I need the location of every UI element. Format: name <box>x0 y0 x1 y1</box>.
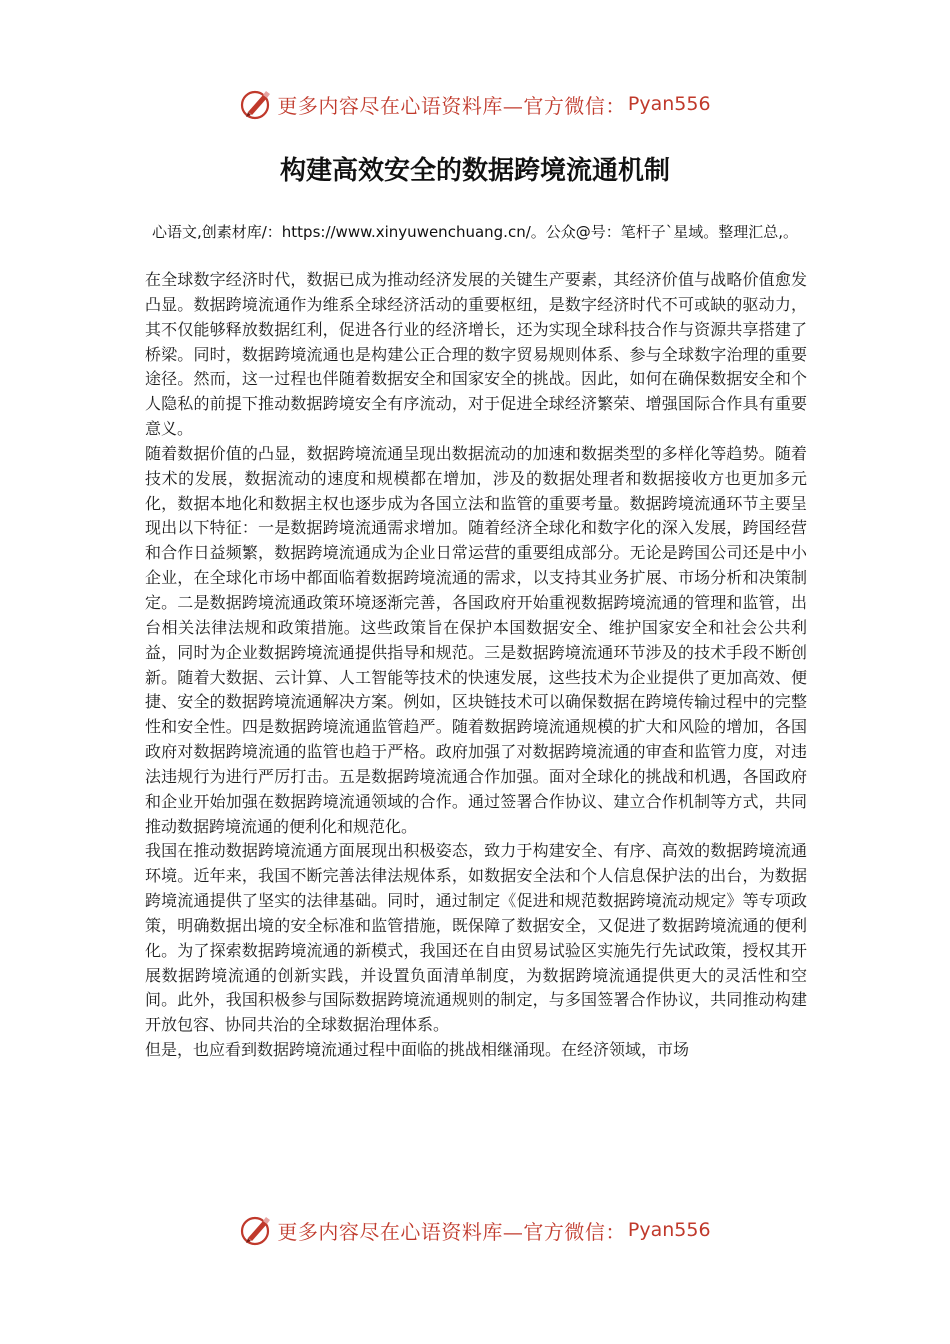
source-line: 心语文,创素材库/：https://www.xinyuwenchuang.cn/。公众@号：笔杆子`星域。整理汇总,。 <box>151 223 799 241</box>
pen-logo-icon <box>239 87 273 121</box>
banner-text: 更多内容尽在心语资料库—官方微信： <box>277 93 626 118</box>
paragraph: 在全球数字经济时代，数据已成为推动经济发展的关键生产要素，其经济价值与战略价值愈发凸显。数据跨境流通作为维系全球经济活动的重要枢纽，是数字经济时代不可或缺的驱动力，其不仅能够释放数据红利，促进各行业的经济增长，还为实现全球科技合作与资源共享搭建了桥梁。同时，数据跨境流通也是构建公正合理的数字贸易规则体系、参与全球数字治理的重要途径。然而，这一过程也伴随着数据安全和国家安全的挑战。因此，如何在确保数据安全和个人隐私的前提下推动数据跨境安全有序流动，对于促进全球经济繁荣、增强国际合作具有重要意义。 <box>145 270 807 439</box>
footer-banner <box>0 1210 950 1250</box>
banner-wechat-id: Pyan556 <box>627 1219 711 1241</box>
document-body <box>145 268 807 1063</box>
paragraph: 我国在推动数据跨境流通方面展现出积极姿态，致力于构建安全、有序、高效的数据跨境流通环境。近年来，我国不断完善法律法规体系，如数据安全法和个人信息保护法的出台，为数据跨境流通提供了坚实的法律基础。同时，通过制定《促进和规范数据跨境流动规定》等专项政策，明确数据出境的安全标准和监管措施，既保障了数据安全，又促进了数据跨境流通的便利化。为了探索数据跨境流通的新模式，我国还在自由贸易试验区实施先行先试政策，授权其开展数据跨境流通的创新实践，并设置负面清单制度，为数据跨境流通提供更大的灵活性和空间。此外，我国积极参与国际数据跨境流通规则的制定，与多国签署合作协议，共同推动构建开放包容、协同共治的全球数据治理体系。 <box>145 841 807 1035</box>
banner-wechat-id: Pyan556 <box>627 93 711 115</box>
document-title: 构建高效安全的数据跨境流通机制 <box>279 156 670 186</box>
paragraph: 但是，也应看到数据跨境流通过程中面临的挑战相继涌现。在经济领域，市场 <box>145 1040 690 1060</box>
pen-logo-icon <box>239 1213 273 1247</box>
header-banner <box>0 84 950 124</box>
paragraph: 随着数据价值的凸显，数据跨境流通呈现出数据流动的加速和数据类型的多样化等趋势。随着技术的发展，数据流动的速度和规模都在增加，涉及的数据处理者和数据接收方也更加多元化，数据本地化和数据主权也逐步成为各国立法和监管的重要考量。数据跨境流通环节主要呈现出以下特征：一是数据跨境流通需求增加。随着经济全球化和数字化的深入发展，跨国经营和合作日益频繁，数据跨境流通成为企业日常运营的重要组成部分。无论是跨国公司还是中小企业，在全球化市场中都面临着数据跨境流通的需求，以支持其业务扩展、市场分析和决策制定。二是数据跨境流通政策环境逐渐完善，各国政府开始重视数据跨境流通的管理和监管，出台相关法律法规和政策措施。这些政策旨在保护本国数据安全、维护国家安全和社会公共利益，同时为企业数据跨境流通提供指导和规范。三是数据跨境流通环节涉及的技术手段不断创新。随着大数据、云计算、人工智能等技术的快速发展，这些技术为企业提供了更加高效、便捷、安全的数据跨境流通解决方案。例如，区块链技术可以确保数据在跨境传输过程中的完整性和安全性。四是数据跨境流通监管趋严。随着数据跨境流通规模的扩大和风险的增加，各国政府对数据跨境流通的监管也趋于严格。政府加强了对数据跨境流通的审查和监管力度，对违法违规行为进行严厉打击。五是数据跨境流通合作加强。面对全球化的挑战和机遇，各国政府和企业开始加强在数据跨境流通领域的合作。通过签署合作协议、建立合作机制等方式，共同推动数据跨境流通的便利化和规范化。 <box>145 443 807 836</box>
banner-text: 更多内容尽在心语资料库—官方微信： <box>277 1219 626 1244</box>
